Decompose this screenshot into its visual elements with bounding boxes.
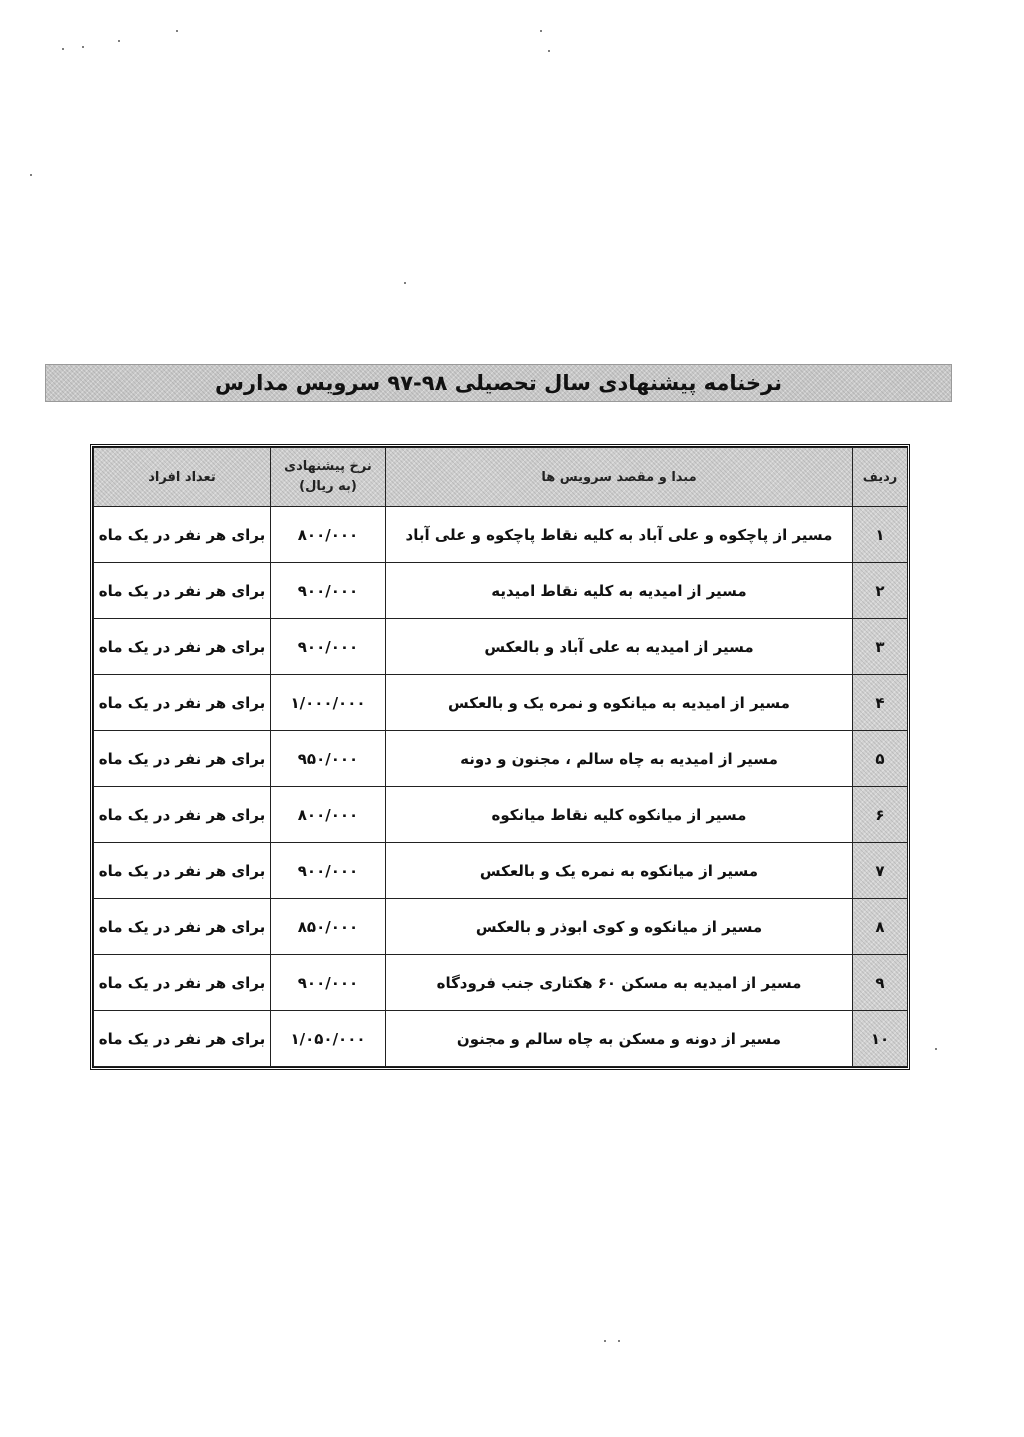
table-row: [94, 675, 908, 731]
row-number: ۴: [853, 675, 908, 731]
page-title: نرخنامه پیشنهادی سال تحصیلی ۹۸-۹۷ سرویس مدارس: [215, 371, 782, 395]
rates-table: [93, 447, 908, 1067]
row-number: ۲: [853, 563, 908, 619]
price-cell: ۹۰۰/۰۰۰: [271, 563, 386, 619]
table-row: [94, 731, 908, 787]
price-cell: ۹۰۰/۰۰۰: [271, 843, 386, 899]
count-cell: برای هر نفر در یک ماه: [94, 563, 271, 619]
price-cell: ۱/۰۵۰/۰۰۰: [271, 1011, 386, 1067]
price-cell: ۸۰۰/۰۰۰: [271, 507, 386, 563]
price-cell: ۹۵۰/۰۰۰: [271, 731, 386, 787]
header-route: مبدا و مقصد سرویس ها: [386, 448, 853, 507]
table-row: [94, 843, 908, 899]
count-cell: برای هر نفر در یک ماه: [94, 899, 271, 955]
row-number: ۸: [853, 899, 908, 955]
header-count: تعداد افراد: [94, 448, 271, 507]
count-cell: برای هر نفر در یک ماه: [94, 1011, 271, 1067]
table-row: [94, 1011, 908, 1067]
row-number: ۳: [853, 619, 908, 675]
price-cell: ۹۰۰/۰۰۰: [271, 955, 386, 1011]
row-number: ۹: [853, 955, 908, 1011]
count-cell: برای هر نفر در یک ماه: [94, 955, 271, 1011]
table-row: [94, 787, 908, 843]
count-cell: برای هر نفر در یک ماه: [94, 675, 271, 731]
title-banner: [45, 364, 952, 402]
table-header-row: [94, 448, 908, 507]
route-cell: مسیر از میانکوه و کوی ابوذر و بالعکس: [386, 899, 853, 955]
row-number: ۱۰: [853, 1011, 908, 1067]
row-number: ۵: [853, 731, 908, 787]
header-rate-line2: (به ریال): [299, 479, 357, 494]
count-cell: برای هر نفر در یک ماه: [94, 787, 271, 843]
count-cell: برای هر نفر در یک ماه: [94, 731, 271, 787]
count-cell: برای هر نفر در یک ماه: [94, 619, 271, 675]
count-cell: برای هر نفر در یک ماه: [94, 507, 271, 563]
route-cell: مسیر از امیدیه به چاه سالم ، مجنون و دونه: [386, 731, 853, 787]
table-row: [94, 507, 908, 563]
route-cell: مسیر از پاچکوه و علی آباد به کلیه نقاط پاچکوه و علی آباد: [386, 507, 853, 563]
price-cell: ۹۰۰/۰۰۰: [271, 619, 386, 675]
row-number: ۱: [853, 507, 908, 563]
header-rate: [271, 448, 386, 507]
header-rate-line1: نرخ پیشنهادی: [284, 459, 372, 474]
row-number: ۶: [853, 787, 908, 843]
header-row-number: ردیف: [853, 448, 908, 507]
route-cell: مسیر از میانکوه به نمره یک و بالعکس: [386, 843, 853, 899]
row-number: ۷: [853, 843, 908, 899]
table-row: [94, 955, 908, 1011]
route-cell: مسیر از امیدیه به علی آباد و بالعکس: [386, 619, 853, 675]
price-cell: ۱/۰۰۰/۰۰۰: [271, 675, 386, 731]
route-cell: مسیر از میانکوه کلیه نقاط میانکوه: [386, 787, 853, 843]
table-row: [94, 619, 908, 675]
route-cell: مسیر از امیدیه به مسکن ۶۰ هکتاری جنب فرودگاه: [386, 955, 853, 1011]
price-cell: ۸۰۰/۰۰۰: [271, 787, 386, 843]
route-cell: مسیر از امیدیه به میانکوه و نمره یک و بالعکس: [386, 675, 853, 731]
table-row: [94, 899, 908, 955]
count-cell: برای هر نفر در یک ماه: [94, 843, 271, 899]
price-cell: ۸۵۰/۰۰۰: [271, 899, 386, 955]
route-cell: مسیر از امیدیه به کلیه نقاط امیدیه: [386, 563, 853, 619]
route-cell: مسیر از دونه و مسکن به چاه سالم و مجنون: [386, 1011, 853, 1067]
rates-table-frame: [90, 444, 910, 1070]
table-row: [94, 563, 908, 619]
